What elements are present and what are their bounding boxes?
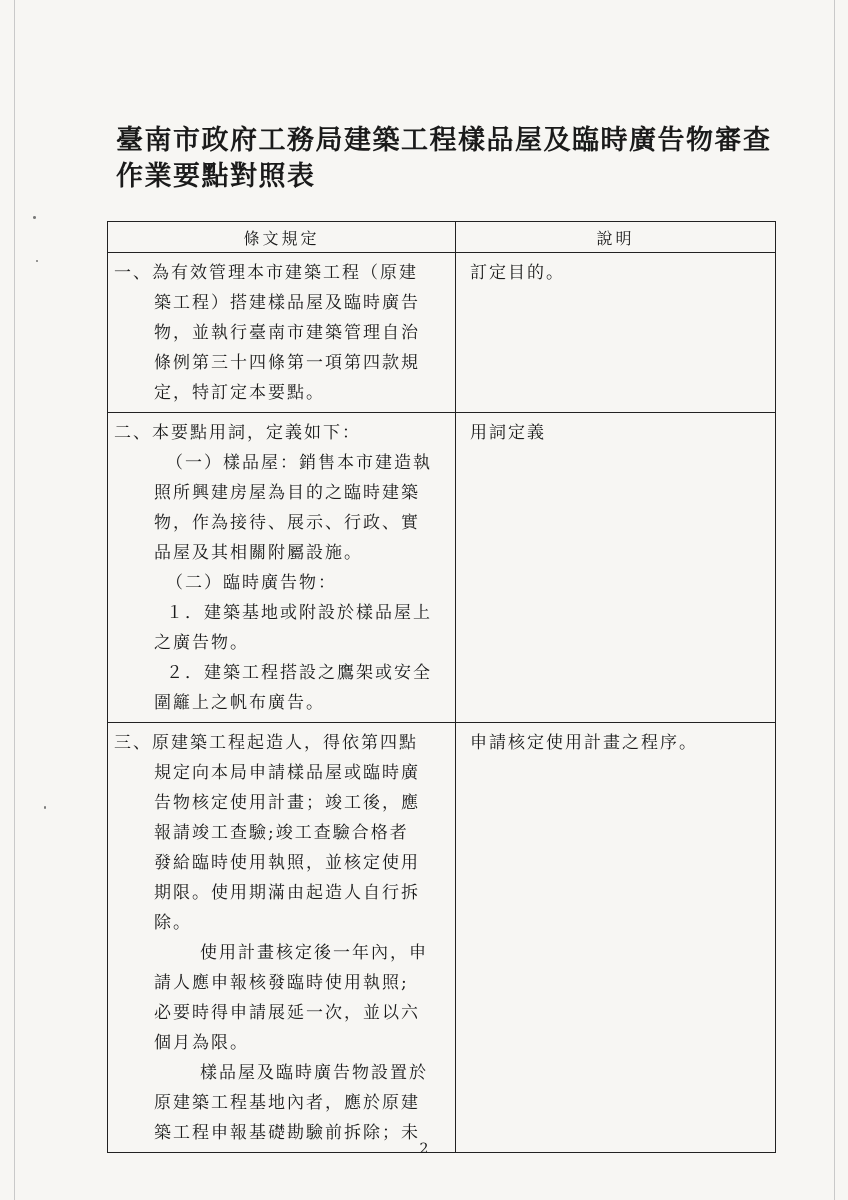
explanation-cell: [456, 723, 776, 1153]
provision-line: 樣品屋及臨時廣告物設置於: [200, 1063, 428, 1083]
scan-speck: [33, 216, 36, 219]
provision-line: 之廣告物。: [154, 633, 249, 653]
provision-line: 三、原建築工程起造人，得依第四點: [114, 733, 418, 753]
provision-line: 物，作為接待、展示、行政、實: [154, 513, 420, 533]
provision-line: １．建築基地或附設於樣品屋上: [166, 603, 432, 623]
provision-line: 物，並執行臺南市建築管理自治: [154, 323, 420, 343]
provision-line: 條例第三十四條第一項第四款規: [154, 353, 420, 373]
scan-border-left: [14, 0, 15, 1200]
scan-speck: [44, 806, 46, 809]
provision-cell: [108, 413, 456, 723]
provision-line: 告物核定使用計畫；竣工後，應: [154, 793, 420, 813]
explanation-text: 用詞定義: [470, 423, 546, 443]
header-explanation: 說明: [456, 222, 776, 253]
provision-line: 品屋及其相關附屬設施。: [154, 543, 363, 563]
provision-line: 一、為有效管理本市建築工程（原建: [114, 263, 418, 283]
provision-line: 照所興建房屋為目的之臨時建築: [154, 483, 420, 503]
provision-line: 定，特訂定本要點。: [154, 383, 325, 403]
provision-line: 使用計畫核定後一年內，申: [200, 943, 428, 963]
comparison-table: [107, 221, 776, 1153]
explanation-text: 訂定目的。: [470, 263, 565, 283]
provision-line: 原建築工程基地內者，應於原建: [154, 1093, 420, 1113]
provision-line: 請人應申報核發臨時使用執照;: [154, 973, 409, 993]
title-line: 臺南市政府工務局建築工程樣品屋及臨時廣告物審查: [116, 125, 772, 156]
scan-border-right: [834, 0, 835, 1200]
title-line: 作業要點對照表: [116, 161, 316, 192]
provision-line: （一）樣品屋：銷售本市建造執: [166, 453, 432, 473]
provision-line: 發給臨時使用執照，並核定使用: [154, 853, 420, 873]
provision-cell: [108, 723, 456, 1153]
explanation-cell: [456, 413, 776, 723]
table-row: [108, 253, 776, 413]
provision-line: 規定向本局申請樣品屋或臨時廣: [154, 763, 420, 783]
provision-line: 個月為限。: [154, 1033, 249, 1053]
provision-line: （二）臨時廣告物：: [166, 573, 337, 593]
explanation-cell: [456, 253, 776, 413]
explanation-text: 申請核定使用計畫之程序。: [470, 733, 698, 753]
provision-cell: [108, 253, 456, 413]
table-row: [108, 413, 776, 723]
table-row: [108, 723, 776, 1153]
document-title: [116, 123, 796, 195]
header-provision: 條文規定: [108, 222, 456, 253]
provision-line: 除。: [154, 913, 192, 933]
page-number: 2: [419, 1141, 429, 1157]
provision-line: 必要時得申請展延一次，並以六: [154, 1003, 420, 1023]
provision-line: ２．建築工程搭設之鷹架或安全: [166, 663, 432, 683]
provision-line: 期限。使用期滿由起造人自行拆: [154, 883, 420, 903]
provision-line: 築工程）搭建樣品屋及臨時廣告: [154, 293, 420, 313]
provision-line: 築工程申報基礎勘驗前拆除；未: [154, 1123, 420, 1143]
table-header-row: [108, 222, 776, 253]
provision-line: 報請竣工查驗;竣工查驗合格者: [154, 823, 409, 843]
scan-speck: [36, 260, 38, 262]
provision-line: 圍籬上之帆布廣告。: [154, 693, 325, 713]
provision-line: 二、本要點用詞，定義如下：: [114, 423, 361, 443]
